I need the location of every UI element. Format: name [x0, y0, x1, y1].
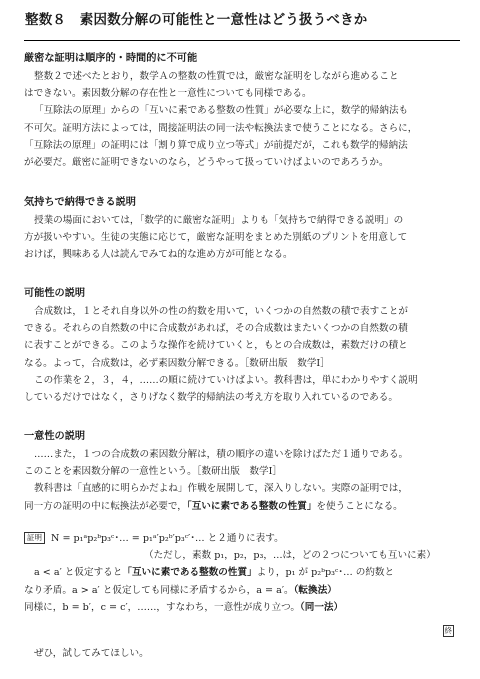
- body-line: おけば，興味ある人は読んでみてね的な進め方が可能となる。: [24, 249, 293, 261]
- section-heading-existence: 可能性の説明: [24, 288, 86, 299]
- bold-term: 「互いに素である整数の性質」: [122, 567, 257, 579]
- section-heading-strict-proof: 厳密な証明は順序的・時間的に不可能: [24, 53, 198, 64]
- proof-equation-line: [24, 530, 462, 547]
- proof-text: a < a′ と仮定すると: [34, 567, 123, 579]
- body-line: 方が扱いやすい。生徒の実態に応じて，厳密な証明をまとめた別紙のプリントを用意して: [24, 232, 408, 244]
- body-line: 教科書は「直感的に明らかだよね」作戦を展開して，深入りしない。実際の証明では，: [34, 483, 408, 495]
- proof-mark: 証明: [24, 532, 45, 544]
- proof-text: より，p₁ が p₂ᵇp₃ᶜ･… の約数と: [256, 567, 395, 579]
- body-line: [24, 498, 462, 515]
- body-line: はできない。素因数分解の存在性と一意性についても同様である。: [24, 88, 312, 100]
- body-line: が必要だ。厳密に証明できないのなら，どうやって扱っていけばよいのであろうか。: [24, 157, 389, 169]
- proof-text: 同様に，b = b′，c = c′，……，すなわち，一意性が成り立つ。: [24, 601, 300, 613]
- proof-text: なり矛盾。a > a′ と仮定しても同様に矛盾するから，a = a′。: [24, 584, 294, 596]
- section-heading-intuitive: 気持ちで納得できる説明: [24, 197, 136, 208]
- method-label: （同一法）: [299, 601, 344, 613]
- bold-term: 「互いに素である整数の性質」: [186, 500, 317, 512]
- body-line: 合成数は，１とそれ自身以外の性の約数を用いて，いくつかの自然数の積で表すことが: [34, 306, 408, 317]
- section-body-intuitive: [24, 212, 462, 264]
- proof-equation: N = p₁ᵃp₂ᵇp₃ᶜ･… = p₁ᵃ′p₂ᵇ′p₃ᶜ′･… と２通りに表す。: [51, 533, 284, 544]
- body-line: に表すことができる。このような操作を続けていくと，もとの合成数は，素数だけの積と: [24, 340, 408, 352]
- body-line: 「互除法の原理」からの「互いに素である整数の性質」が必要な上に，数学的帰納法も: [34, 105, 409, 117]
- proof-end-mark: 終: [444, 626, 452, 635]
- section-body-strict-proof: [24, 68, 462, 171]
- closing-line: ぜひ，試してみてほしい。: [34, 648, 149, 659]
- body-line: できる。それらの自然数の中に合成数があれば，その合成数はまたいくつかの自然数の積: [24, 323, 408, 335]
- body-line: しているだけではなく，さりげなく数学的帰納法の考え方を取り入れているのである。: [24, 392, 398, 404]
- closing-paragraph: [24, 645, 462, 662]
- body-text: 同一方の証明の中に転換法が必要で，: [24, 500, 187, 512]
- proof-block: [24, 530, 462, 616]
- body-line: この作業を２，３，４，……の順に続けていけばよい。教科書は，単にわかりやすく説明: [34, 374, 418, 386]
- body-line: このことを素因数分解の一意性という。［数研出版 数学Ⅰ］: [24, 466, 283, 478]
- body-line: なる。よって，合成数は，必ず素因数分解できる。［数研出版 数学Ⅰ］: [24, 357, 330, 369]
- body-line: 不可欠。証明方法によっては，間接証明法の同一法や転換法まで使うことになる。さらに，: [24, 122, 418, 134]
- section-heading-uniqueness: 一意性の説明: [24, 431, 86, 442]
- method-label: （転換法）: [293, 584, 337, 596]
- section-body-uniqueness: [24, 446, 462, 515]
- body-line: 授業の場面においては，「数学的に厳密な証明」よりも「気持ちで納得できる説明」の: [34, 215, 404, 226]
- page-title: 整数８ 素因数分解の可能性と一意性はどう扱うべきか: [25, 12, 368, 28]
- title-rule: [24, 40, 460, 41]
- section-body-existence: [24, 303, 462, 406]
- body-line: ……また，１つの合成数の素因数分解は，積の順序の違いを除けばただ１通りである。: [34, 449, 409, 460]
- proof-line: [24, 582, 462, 599]
- body-text: を使うことになる。: [316, 500, 403, 512]
- proof-line: [24, 599, 462, 616]
- proof-condition-line: （ただし，素数 p₁，p₂，p₃，…は，どの２つについても互いに素）: [144, 550, 436, 562]
- body-line: 「互除法の原理」の証明には「割り算で成り立つ等式」が前提だが，これも数学的帰納法: [24, 139, 408, 151]
- proof-end-container: [443, 618, 455, 637]
- proof-line: [24, 564, 462, 581]
- body-line: 整数２で述べたとおり，数学Ａの整数の性質では，厳密な証明をしながら進めること: [34, 71, 399, 82]
